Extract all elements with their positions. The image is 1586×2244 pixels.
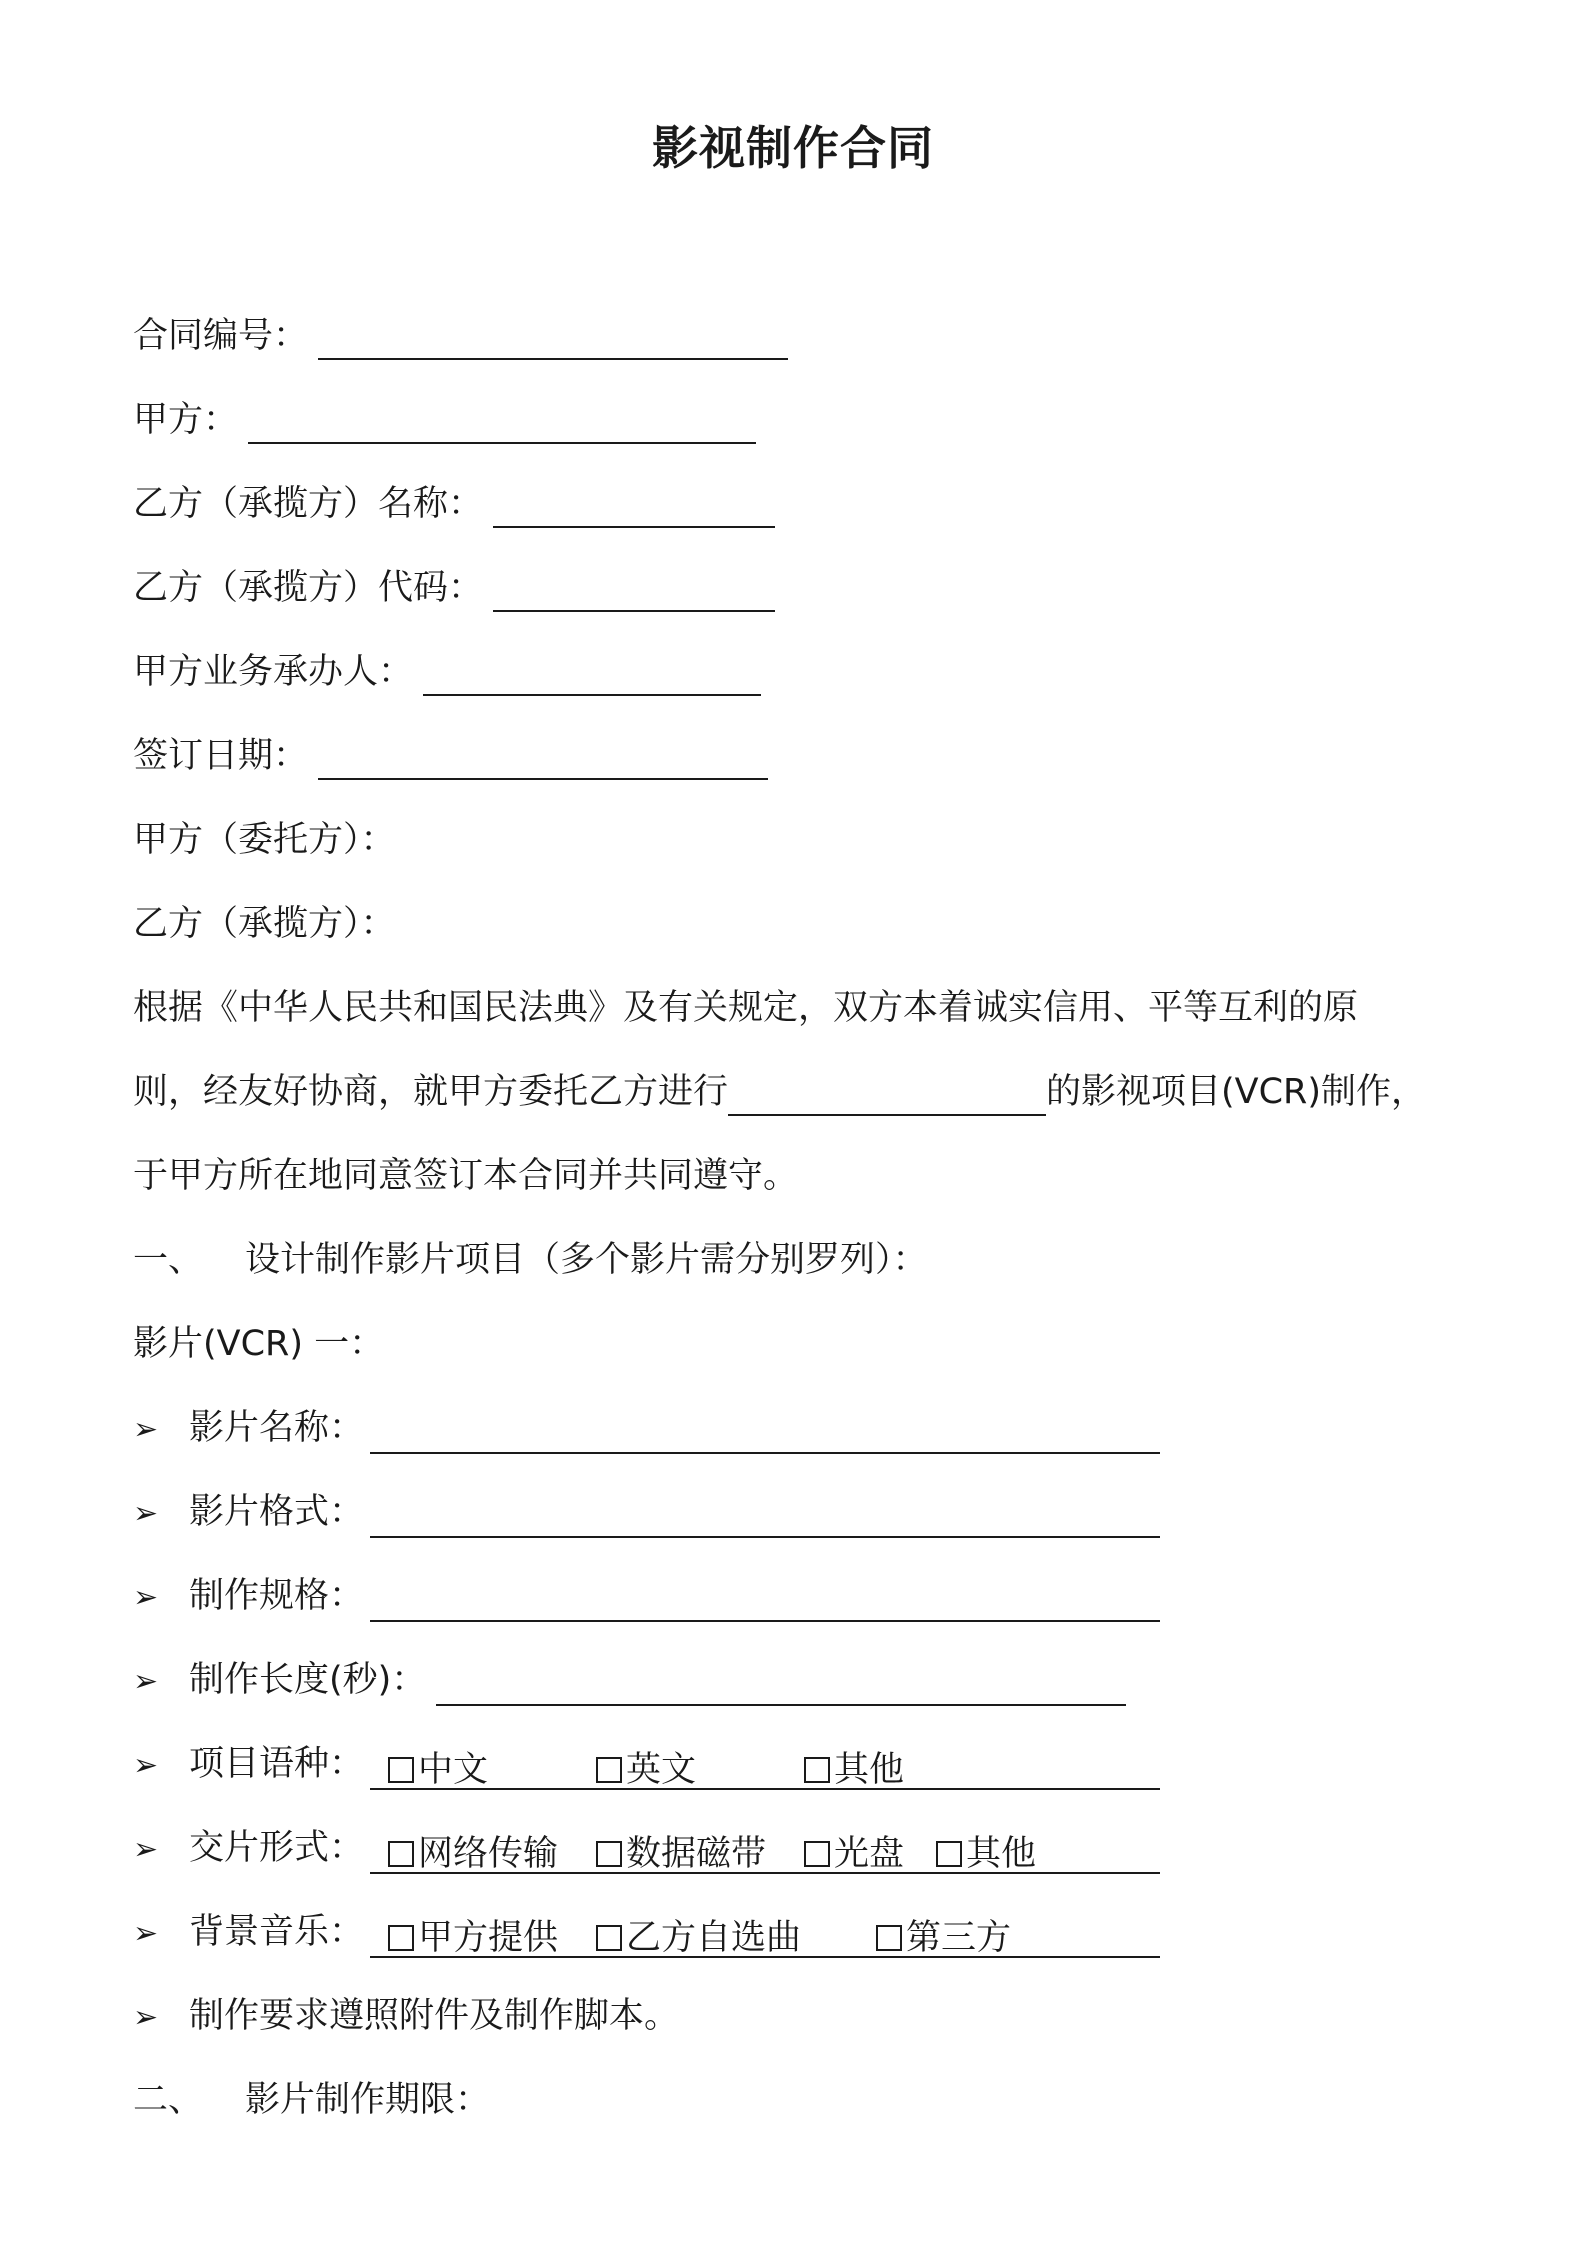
intro-line-1: 根据《中华人民共和国民法典》及有关规定，双方本着诚实信用、平等互利的原: [133, 988, 1359, 1028]
item-background-music: [133, 1908, 1160, 1956]
item-label: 影片格式：: [189, 1492, 365, 1532]
intro-text-before: 则，经友好协商，就甲方委托乙方进行: [133, 1072, 729, 1112]
bullet-arrow-icon: ➢: [133, 1916, 159, 1951]
item-production-note: [133, 1992, 679, 2040]
music-options: [370, 1914, 1160, 1958]
production-length-blank[interactable]: [436, 1664, 1126, 1706]
language-options: [370, 1746, 1160, 1790]
party-a-handler-blank[interactable]: [423, 654, 761, 696]
option-label: 数据磁带: [626, 1834, 767, 1874]
option-label: 其他: [834, 1750, 905, 1790]
contract-number-blank[interactable]: [318, 318, 788, 360]
party-a-line: 甲方（委托方）：: [133, 820, 396, 860]
film-format-blank[interactable]: [370, 1496, 1160, 1538]
bullet-arrow-icon: ➢: [133, 1580, 159, 1615]
item-project-language: [133, 1740, 1160, 1788]
option-label: 英文: [626, 1750, 697, 1790]
option-other[interactable]: [936, 1830, 1036, 1878]
section-1-heading: [133, 1236, 928, 1284]
section-number: 一、: [133, 1240, 204, 1280]
checkbox-icon[interactable]: [876, 1925, 902, 1951]
field-party-b-name: [133, 480, 775, 528]
signing-date-blank[interactable]: [318, 738, 768, 780]
field-label: 甲方业务承办人：: [133, 652, 414, 692]
option-data-tape[interactable]: [596, 1830, 804, 1878]
field-contract-number: [133, 312, 788, 360]
section-2-heading: [133, 2076, 490, 2124]
item-film-name: [133, 1404, 1160, 1452]
bullet-arrow-icon: ➢: [133, 1496, 159, 1531]
checkbox-icon[interactable]: [388, 1925, 414, 1951]
bullet-arrow-icon: ➢: [133, 1748, 159, 1783]
item-film-format: [133, 1488, 1160, 1536]
item-label: 项目语种：: [189, 1744, 365, 1784]
checkbox-icon[interactable]: [596, 1841, 622, 1867]
bullet-arrow-icon: ➢: [133, 1832, 159, 1867]
field-label: 乙方（承揽方）代码：: [133, 568, 484, 608]
intro-line-3: 于甲方所在地同意签订本合同并共同遵守。: [133, 1156, 799, 1196]
field-label: 甲方：: [133, 400, 239, 440]
intro-text-after: 的影视项目(VCR)制作，: [1046, 1072, 1427, 1112]
section-number: 二、: [133, 2080, 204, 2120]
item-label: 制作规格：: [189, 1576, 365, 1616]
option-disc[interactable]: [804, 1830, 936, 1878]
option-label: 其他: [966, 1834, 1037, 1874]
intro-line-2: [133, 1068, 1453, 1116]
field-label: 合同编号：: [133, 316, 309, 356]
bullet-arrow-icon: ➢: [133, 1664, 159, 1699]
field-label: 签订日期：: [133, 736, 309, 776]
item-production-spec: [133, 1572, 1160, 1620]
field-signing-date: [133, 732, 768, 780]
checkbox-icon[interactable]: [936, 1841, 962, 1867]
bullet-arrow-icon: ➢: [133, 2000, 159, 2035]
section-title: 影片制作期限：: [245, 2080, 491, 2120]
production-spec-blank[interactable]: [370, 1580, 1160, 1622]
item-label: 制作长度(秒)：: [189, 1660, 427, 1700]
party-b-name-blank[interactable]: [493, 486, 775, 528]
film-heading: 影片(VCR) 一：: [133, 1324, 385, 1364]
bullet-arrow-icon: ➢: [133, 1412, 159, 1447]
checkbox-icon[interactable]: [804, 1757, 830, 1783]
field-party-b-code: [133, 564, 775, 612]
option-other[interactable]: [804, 1746, 904, 1794]
checkbox-icon[interactable]: [596, 1925, 622, 1951]
document-title: 影视制作合同: [652, 121, 934, 175]
item-label: 影片名称：: [189, 1408, 365, 1448]
note-text: 制作要求遵照附件及制作脚本。: [189, 1996, 680, 2036]
option-network[interactable]: [388, 1830, 596, 1878]
film-name-blank[interactable]: [370, 1412, 1160, 1454]
field-party-a-handler: [133, 648, 761, 696]
option-label: 网络传输: [418, 1834, 559, 1874]
checkbox-icon[interactable]: [388, 1841, 414, 1867]
checkbox-icon[interactable]: [804, 1841, 830, 1867]
checkbox-icon[interactable]: [388, 1757, 414, 1783]
item-delivery-form: [133, 1824, 1160, 1872]
item-label: 背景音乐：: [189, 1912, 365, 1952]
option-label: 第三方: [906, 1918, 1012, 1958]
option-label: 中文: [418, 1750, 489, 1790]
field-label: 乙方（承揽方）名称：: [133, 484, 484, 524]
option-english[interactable]: [596, 1746, 804, 1794]
item-production-length: [133, 1656, 1126, 1704]
checkbox-icon[interactable]: [596, 1757, 622, 1783]
party-a-blank[interactable]: [248, 402, 756, 444]
option-party-b-selected[interactable]: [596, 1914, 876, 1962]
option-third-party[interactable]: [876, 1914, 1011, 1962]
delivery-options: [370, 1830, 1160, 1874]
option-party-a-provided[interactable]: [388, 1914, 596, 1962]
party-b-line: 乙方（承揽方）：: [133, 904, 396, 944]
field-party-a: [133, 396, 756, 444]
section-title: 设计制作影片项目（多个影片需分别罗列）：: [245, 1240, 928, 1280]
item-label: 交片形式：: [189, 1828, 365, 1868]
party-b-code-blank[interactable]: [493, 570, 775, 612]
option-label: 光盘: [834, 1834, 905, 1874]
option-label: 甲方提供: [418, 1918, 559, 1958]
option-chinese[interactable]: [388, 1746, 596, 1794]
project-name-blank[interactable]: [728, 1074, 1046, 1116]
option-label: 乙方自选曲: [626, 1918, 802, 1958]
